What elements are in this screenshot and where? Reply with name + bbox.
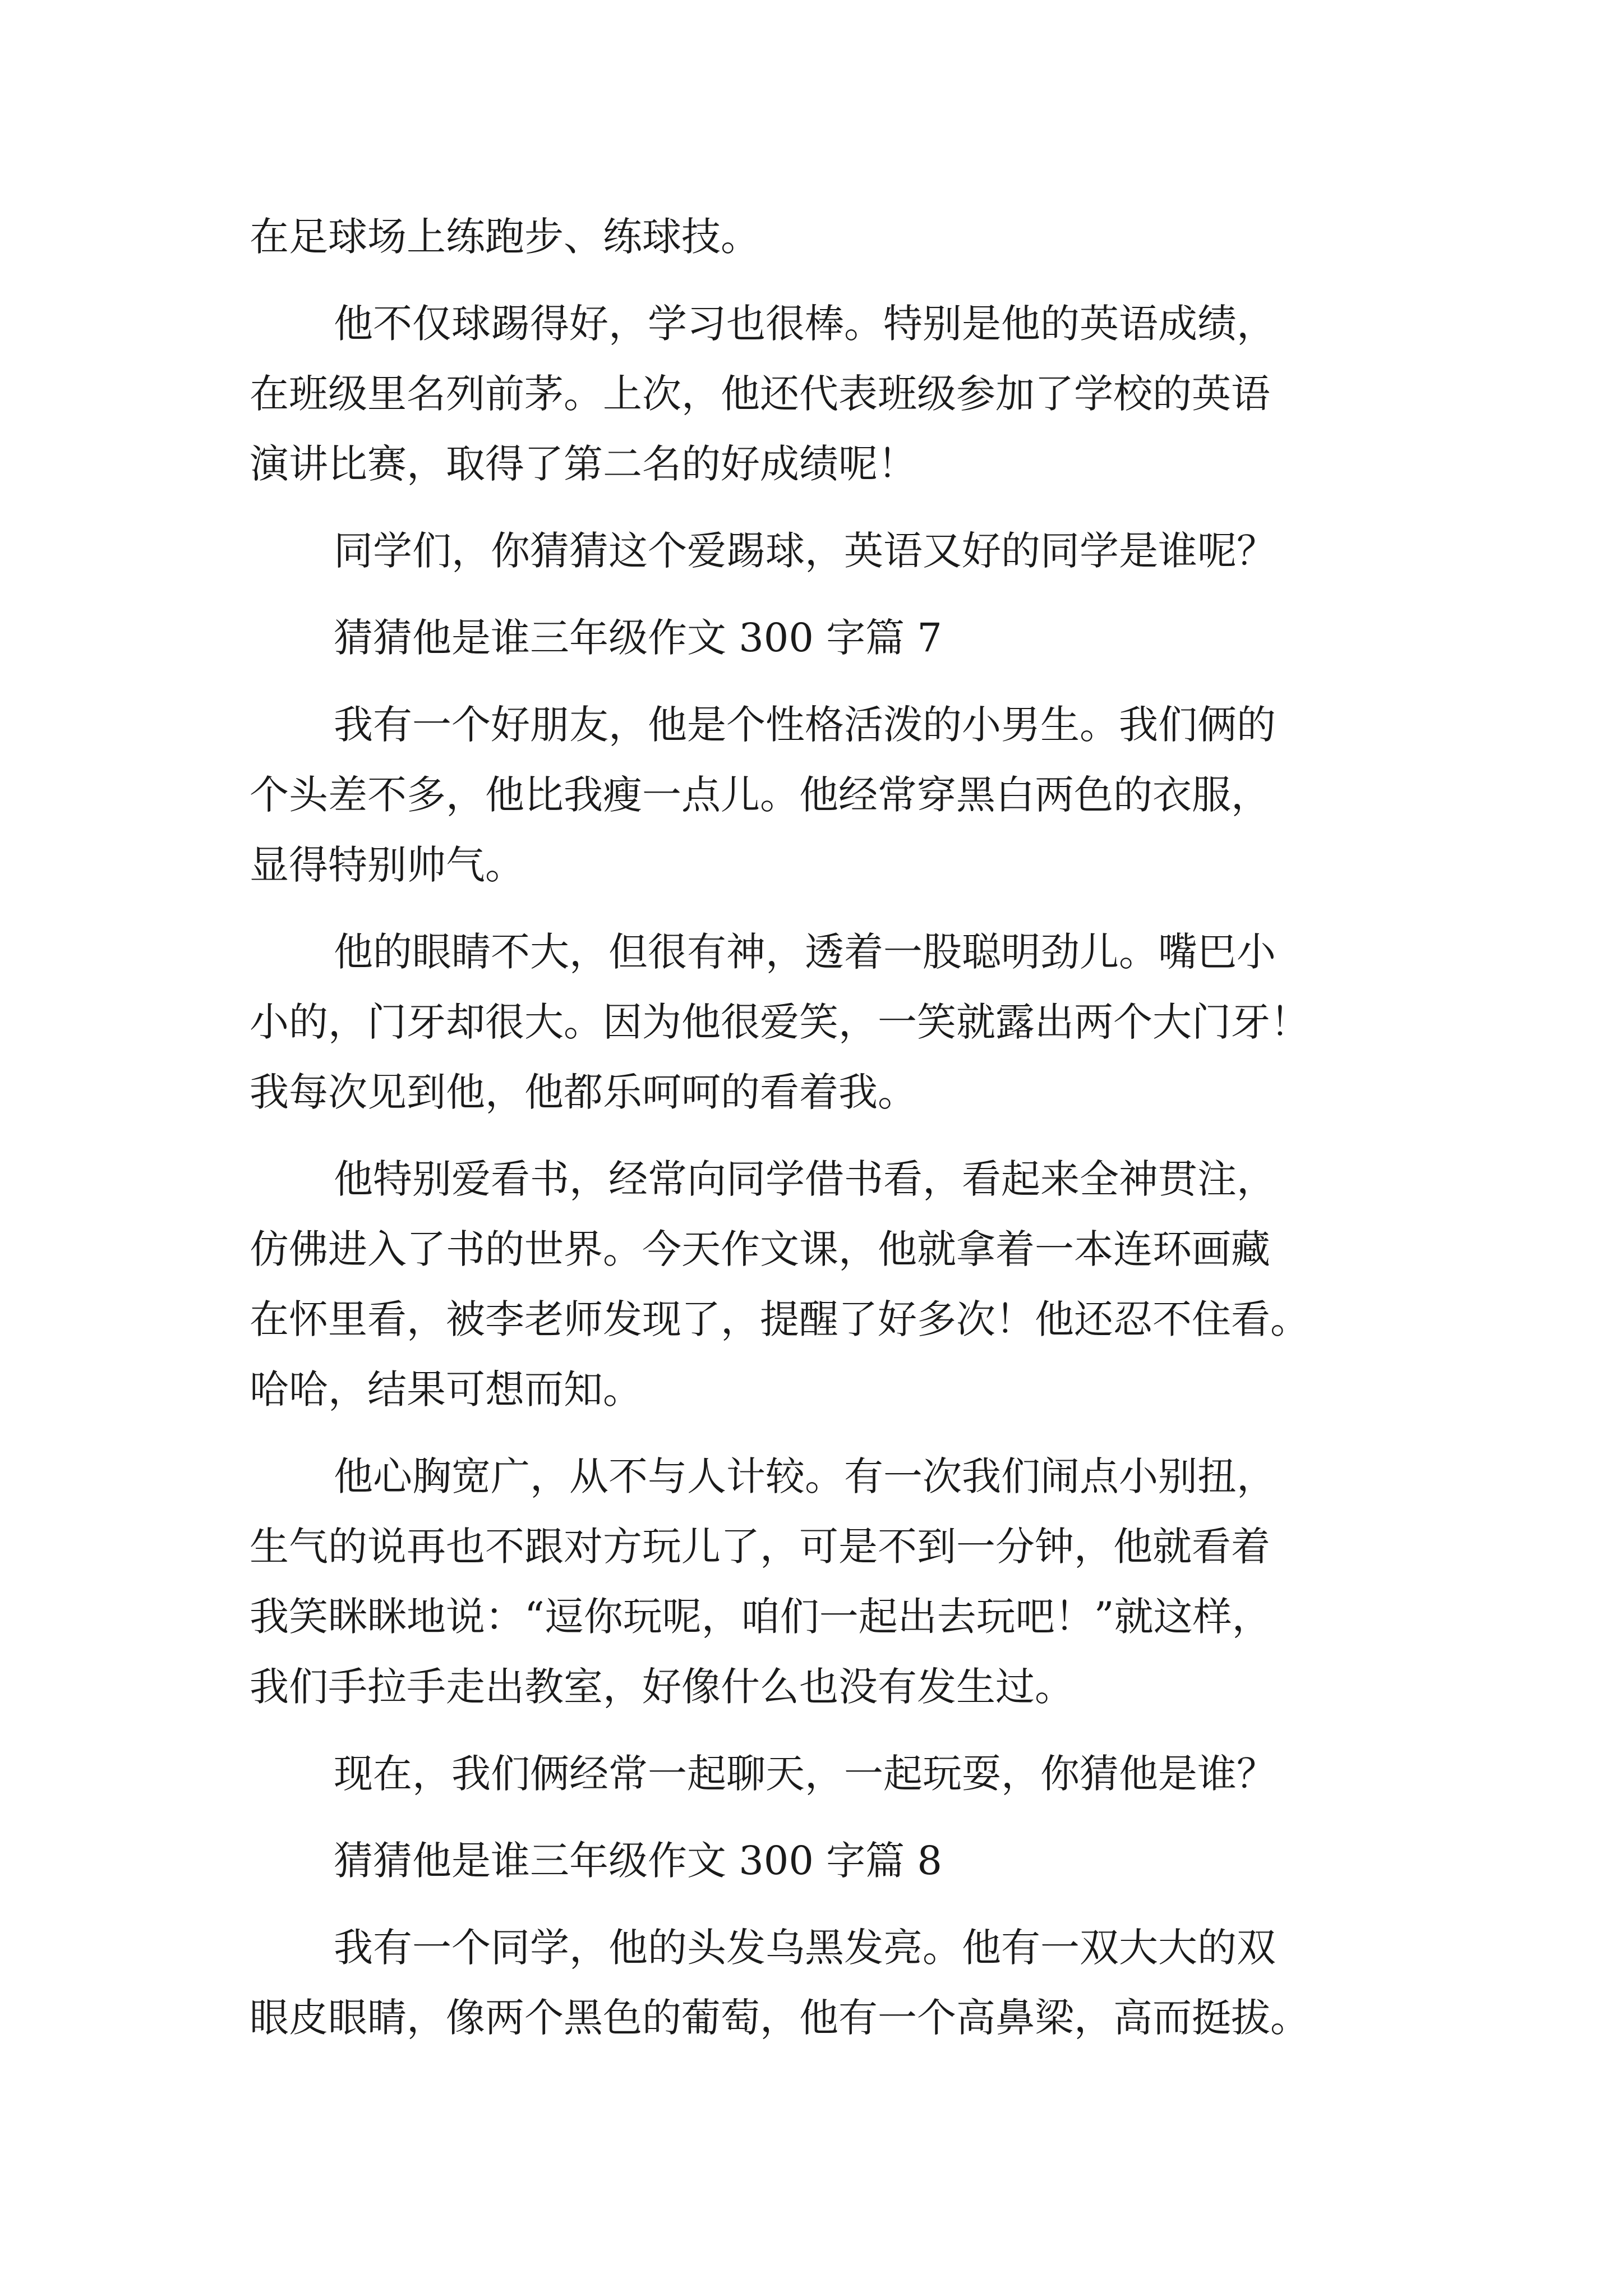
paragraph-line: 仿佛进入了书的世界。今天作文课，他就拿着一本连环画藏 xyxy=(250,1226,1270,1272)
paragraph-line: 生气的说再也不跟对方玩儿了，可是不到一分钟，他就看着 xyxy=(250,1524,1270,1570)
paragraph-line: 我们手拉手走出教室，好像什么也没有发生过。 xyxy=(250,1664,1074,1710)
paragraph-line: 他心胸宽广，从不与人计较。有一次我们闹点小别扭， xyxy=(334,1453,1276,1499)
paragraph-line: 小的，门牙却很大。因为他很爱笑，一笑就露出两个大门牙！ xyxy=(250,999,1310,1045)
paragraph-line: 我有一个同学，他的头发乌黑发亮。他有一双大大的双 xyxy=(334,1925,1276,1971)
paragraph-line: 他特别爱看书，经常向同学借书看，看起来全神贯注， xyxy=(334,1156,1276,1202)
paragraph-line: 他的眼睛不大，但很有神，透着一股聪明劲儿。嘴巴小 xyxy=(334,929,1276,975)
paragraph-line: 我有一个好朋友，他是个性格活泼的小男生。我们俩的 xyxy=(334,702,1276,748)
section-heading: 猜猜他是谁三年级作文 300 字篇 7 xyxy=(334,615,942,661)
section-heading: 猜猜他是谁三年级作文 300 字篇 8 xyxy=(334,1838,942,1884)
paragraph-line: 同学们，你猜猜这个爱踢球，英语又好的同学是谁呢？ xyxy=(334,528,1276,574)
paragraph-line: 个头差不多，他比我瘦一点儿。他经常穿黑白两色的衣服， xyxy=(250,772,1270,818)
paragraph xyxy=(250,917,1394,1128)
paragraph-line: 我笑眯眯地说：“逗你玩呢，咱们一起出去玩吧！”就这样， xyxy=(250,1594,1271,1640)
paragraph xyxy=(250,690,1394,900)
paragraph-line: 显得特别帅气。 xyxy=(250,842,524,888)
paragraph-line: 眼皮眼睛，像两个黑色的葡萄，他有一个高鼻梁，高而挺拔。 xyxy=(250,1995,1310,2041)
paragraph xyxy=(250,1739,1394,1809)
paragraph-line: 现在，我们俩经常一起聊天，一起玩耍，你猜他是谁？ xyxy=(334,1751,1276,1797)
paragraph xyxy=(250,1913,1394,2053)
paragraph-line: 哈哈，结果可想而知。 xyxy=(250,1366,642,1412)
paragraph-line: 他不仅球踢得好，学习也很棒。特别是他的英语成绩， xyxy=(334,301,1276,347)
paragraph xyxy=(250,1442,1394,1722)
paragraph xyxy=(250,289,1394,499)
paragraph-line: 在怀里看，被李老师发现了，提醒了好多次！他还忍不住看。 xyxy=(250,1296,1310,1342)
paragraph xyxy=(250,516,1394,586)
paragraph-line: 我每次见到他，他都乐呵呵的看着我。 xyxy=(250,1069,917,1115)
document-body xyxy=(250,202,1394,2070)
paragraph-line: 在足球场上练跑步、练球技。 xyxy=(250,214,760,260)
paragraph-line: 在班级里名列前茅。上次，他还代表班级参加了学校的英语 xyxy=(250,371,1270,417)
paragraph-line: 演讲比赛，取得了第二名的好成绩呢！ xyxy=(250,441,917,487)
paragraph xyxy=(250,1144,1394,1425)
paragraph xyxy=(250,202,1394,272)
